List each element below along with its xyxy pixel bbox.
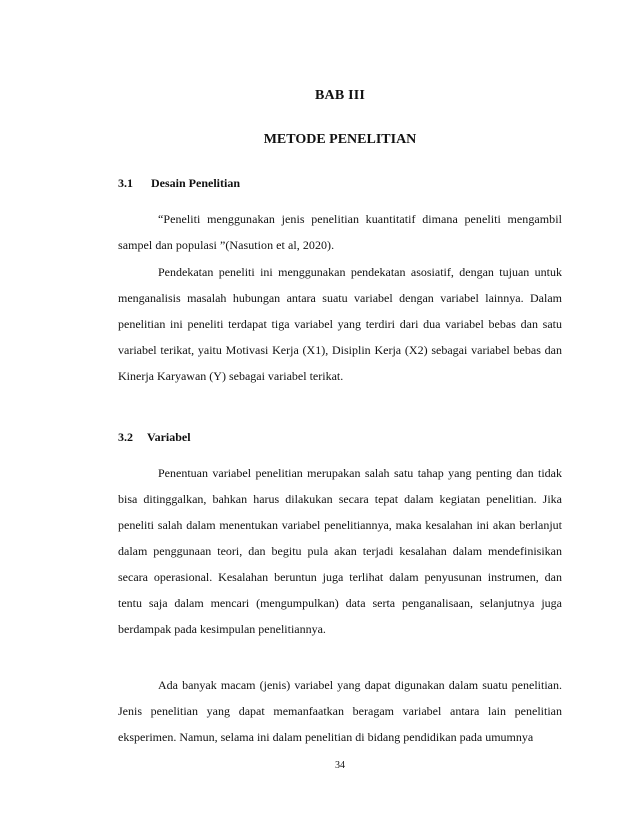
- section-title: Desain Penelitian: [151, 176, 240, 190]
- page-number: 34: [335, 760, 345, 771]
- section-number: 3.2: [118, 430, 133, 444]
- section-title: Variabel: [147, 430, 191, 444]
- paragraph: Penentuan variabel penelitian merupakan salah satu tahap yang penting dan tidak bisa ditinggalkan, bahkan harus dilakukan secara tepat dalam kegiatan penelitian. Jika peneliti salah dalam menentukan variabel penelitiannya, maka kesalahan ini akan berlanjut dalam penggunaan teori, dan begitu pula akan terjadi kesalahan dalam mendefinisikan secara operasional. Kesalahan beruntun juga terlihat dalam penyusunan instrumen, dan tentu saja dalam mencari (mengumpulkan) data serta penganalisaan, selanjutnya juga berdampak pada kesimpulan penelitiannya.: [118, 466, 562, 636]
- section-number: 3.1: [118, 176, 133, 190]
- paragraph: Ada banyak macam (jenis) variabel yang dapat digunakan dalam suatu penelitian. Jenis penelitian yang dapat memanfaatkan beragam variabel antara lain penelitian eksperimen. Namun, selama ini dalam penelitian di bidang pendidikan pada umumnya: [118, 678, 562, 744]
- paragraph: Pendekatan peneliti ini menggunakan pendekatan asosiatif, dengan tujuan untuk menganalisis masalah hubungan antara suatu variabel dengan variabel lainnya. Dalam penelitian ini peneliti terdapat tiga variabel yang terdiri dari dua variabel bebas dan satu variabel terikat, yaitu Motivasi Kerja (X1), Disiplin Kerja (X2) sebagai variabel bebas dan Kinerja Karyawan (Y) sebagai variabel terikat.: [118, 265, 562, 383]
- section-heading-3-1: [118, 176, 240, 191]
- chapter-label: BAB III: [314, 88, 366, 103]
- section-heading-3-2: [118, 430, 191, 445]
- chapter-title: METODE PENELITIAN: [263, 132, 417, 147]
- paragraph: “Peneliti menggunakan jenis penelitian kuantitatif dimana peneliti mengambil sampel dan populasi ”(Nasution et al, 2020).: [118, 212, 562, 252]
